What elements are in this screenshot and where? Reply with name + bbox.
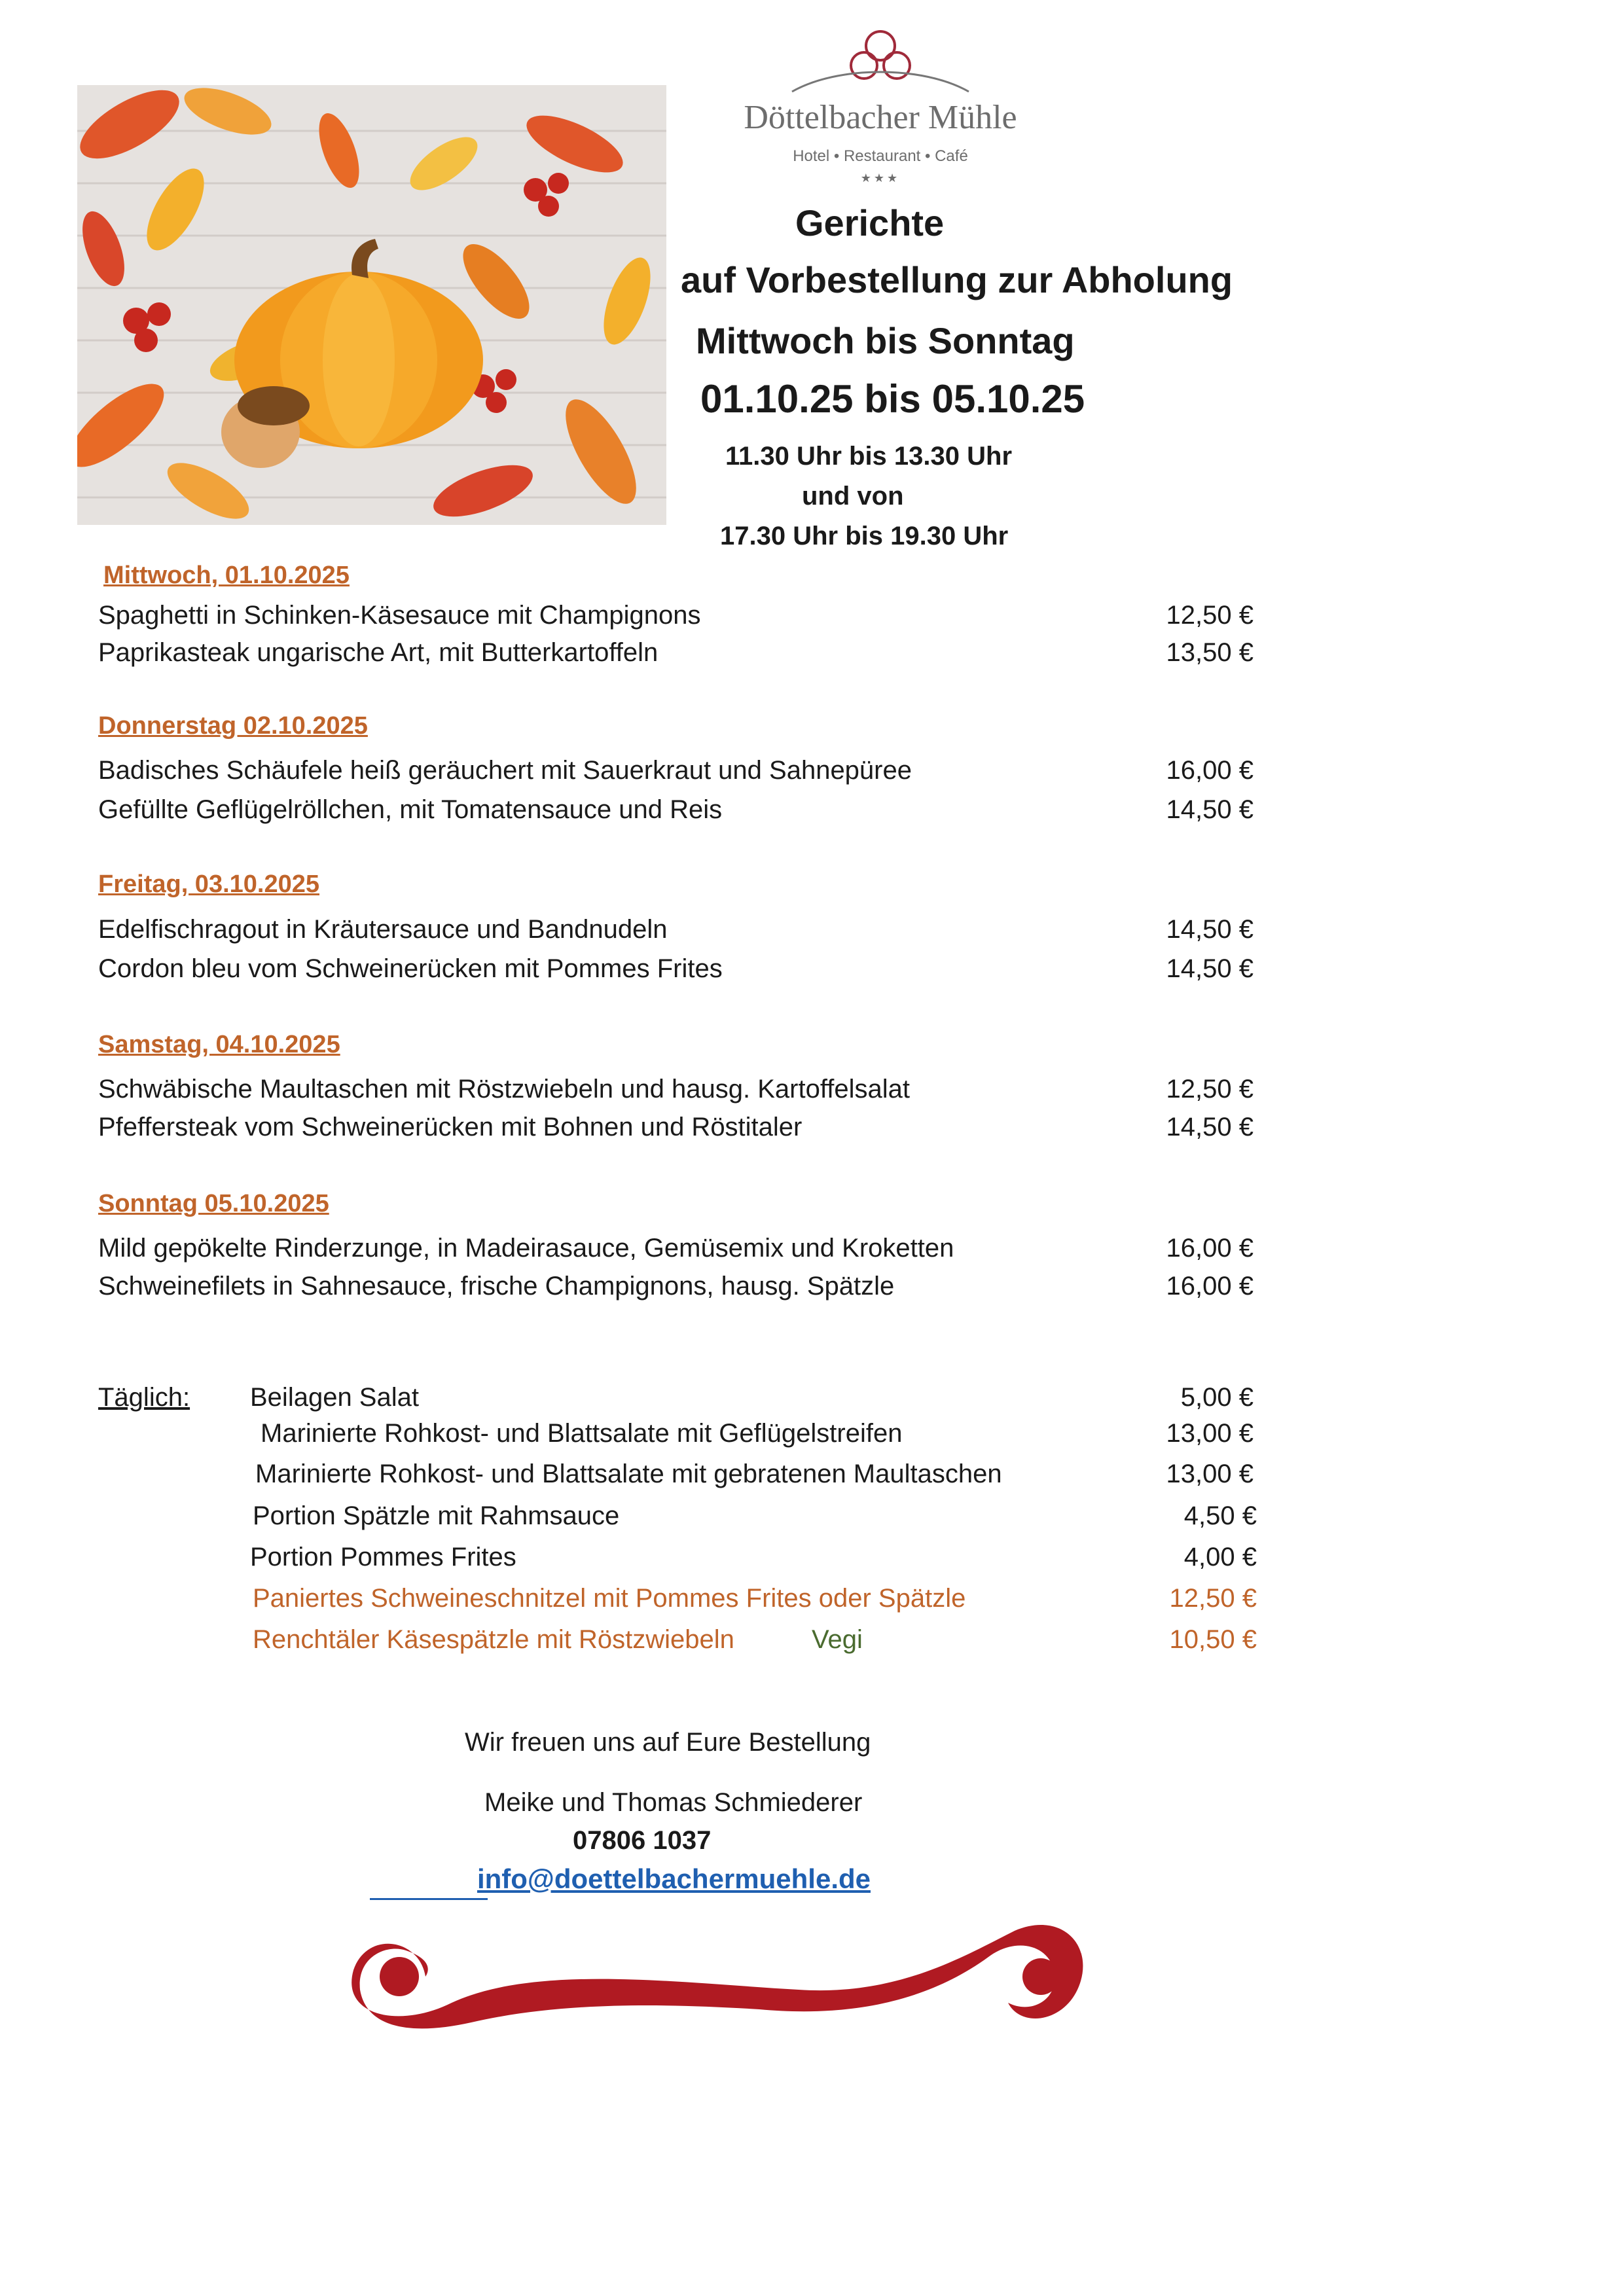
- daily-price: 10,50 €: [1169, 1625, 1257, 1654]
- daily-price: 4,50 €: [1183, 1501, 1257, 1530]
- page-subtitle: auf Vorbestellung zur Abholung: [681, 259, 1233, 300]
- daily-price: 4,00 €: [1183, 1543, 1257, 1571]
- menu-price: 16,00 €: [1166, 1234, 1254, 1263]
- day-heading: Mittwoch, 01.10.2025: [103, 562, 350, 589]
- menu-item: Spaghetti in Schinken-Käsesauce mit Champignons: [98, 601, 701, 630]
- menu-item: Schwäbische Maultaschen mit Röstzwiebeln und hausg. Kartoffelsalat: [98, 1075, 910, 1103]
- daily-item: Renchtäler Käsespätzle mit Röstzwiebeln: [253, 1625, 734, 1654]
- logo-name: Döttelbacher Mühle: [744, 99, 1017, 136]
- menu-item: Mild gepökelte Rinderzunge, in Madeirasauce, Gemüsemix und Kroketten: [98, 1234, 954, 1263]
- pickup-time-join: und von: [802, 482, 904, 511]
- daily-price: 13,00 €: [1166, 1419, 1254, 1448]
- phone-number: 07806 1037: [573, 1826, 712, 1855]
- menu-price: 14,50 €: [1166, 954, 1254, 983]
- daily-item: Paniertes Schweineschnitzel mit Pommes Frites oder Spätzle: [253, 1584, 966, 1613]
- pickup-time-1: 11.30 Uhr bis 13.30 Uhr: [725, 442, 1013, 471]
- vegi-tag: Vegi: [812, 1625, 863, 1654]
- day-heading: Sonntag 05.10.2025: [98, 1190, 329, 1217]
- menu-item: Edelfischragout in Kräutersauce und Bandnudeln: [98, 915, 668, 944]
- autumn-pumpkin-image: [77, 85, 666, 525]
- menu-item: Gefüllte Geflügelröllchen, mit Tomatensauce und Reis: [98, 795, 723, 824]
- day-heading: Samstag, 04.10.2025: [98, 1031, 340, 1058]
- menu-price: 14,50 €: [1166, 915, 1254, 944]
- days-range: Mittwoch bis Sonntag: [696, 320, 1075, 361]
- menu-price: 14,50 €: [1166, 1113, 1254, 1141]
- menu-price: 12,50 €: [1166, 1075, 1254, 1103]
- daily-item: Marinierte Rohkost- und Blattsalate mit gebratenen Maultaschen: [255, 1460, 1002, 1488]
- menu-price: 16,00 €: [1166, 1272, 1254, 1300]
- decorative-flourish: [340, 1905, 1100, 2049]
- email-line: [370, 1863, 871, 1895]
- logo: [707, 26, 1054, 196]
- email-underline: [370, 1898, 488, 1900]
- daily-item: Beilagen Salat: [250, 1383, 419, 1412]
- pickup-time-2: 17.30 Uhr bis 19.30 Uhr: [720, 522, 1009, 550]
- menu-price: 14,50 €: [1166, 795, 1254, 824]
- day-heading: Donnerstag 02.10.2025: [98, 712, 368, 740]
- menu-item: Schweinefilets in Sahnesauce, frische Champignons, hausg. Spätzle: [98, 1272, 895, 1300]
- menu-item: Paprikasteak ungarische Art, mit Butterkartoffeln: [98, 638, 659, 667]
- owner-names: Meike und Thomas Schmiederer: [484, 1788, 863, 1817]
- daily-item: Portion Spätzle mit Rahmsauce: [253, 1501, 620, 1530]
- daily-label: Täglich:: [98, 1383, 190, 1412]
- date-range: 01.10.25 bis 05.10.25: [700, 377, 1085, 421]
- daily-item: Marinierte Rohkost- und Blattsalate mit Geflügelstreifen: [261, 1419, 903, 1448]
- daily-price: 5,00 €: [1180, 1383, 1254, 1412]
- daily-item: Portion Pommes Frites: [250, 1543, 516, 1571]
- email-link[interactable]: info@doettelbachermuehle.de: [477, 1863, 871, 1894]
- daily-price: 12,50 €: [1169, 1584, 1257, 1613]
- menu-item: Pfeffersteak vom Schweinerücken mit Bohnen und Röstitaler: [98, 1113, 803, 1141]
- page-title: Gerichte: [795, 202, 945, 243]
- logo-stars: ★★★: [860, 171, 901, 185]
- logo-mark-icon: [707, 26, 1054, 98]
- menu-price: 12,50 €: [1166, 601, 1254, 630]
- menu-item: Badisches Schäufele heiß geräuchert mit Sauerkraut und Sahnepüree: [98, 756, 912, 785]
- menu-price: 16,00 €: [1166, 756, 1254, 785]
- menu-item: Cordon bleu vom Schweinerücken mit Pommes Frites: [98, 954, 723, 983]
- menu-price: 13,50 €: [1166, 638, 1254, 667]
- greeting: Wir freuen uns auf Eure Bestellung: [465, 1728, 871, 1757]
- day-heading: Freitag, 03.10.2025: [98, 870, 319, 898]
- logo-subtitle: Hotel • Restaurant • Café: [793, 147, 968, 165]
- daily-price: 13,00 €: [1166, 1460, 1254, 1488]
